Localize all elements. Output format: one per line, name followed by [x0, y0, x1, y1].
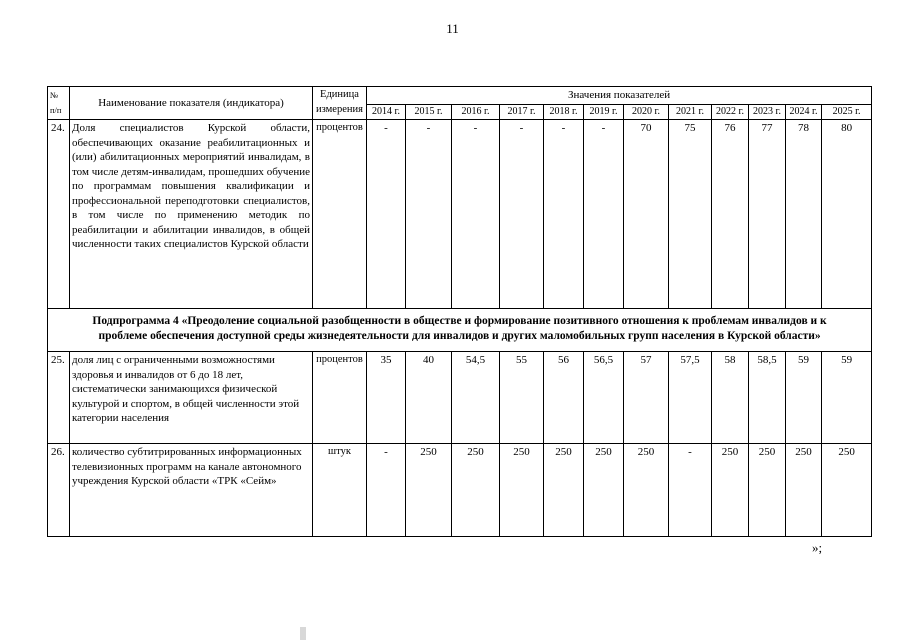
- indicator-name: количество субтитрированных информационных телевизионных программ на канале автономного учреждения Курской области «ТРК «Сейм»: [70, 444, 313, 537]
- indicator-value: 250: [452, 444, 500, 537]
- indicator-value: 40: [406, 352, 452, 444]
- indicator-value: 55: [500, 352, 544, 444]
- header-year-6: 2020 г.: [624, 104, 669, 120]
- row-number: 25.: [48, 352, 70, 444]
- header-row-top: [48, 87, 872, 105]
- indicator-value: 58,5: [749, 352, 786, 444]
- indicator-value: 250: [712, 444, 749, 537]
- indicator-value: -: [544, 120, 584, 309]
- indicator-value: 250: [822, 444, 872, 537]
- table-row: [48, 444, 872, 537]
- indicator-value: 250: [786, 444, 822, 537]
- page-number: 11: [446, 21, 459, 36]
- indicator-name: доля лиц с ограниченными возможностями здоровья и инвалидов от 6 до 18 лет, систематически занимающихся физической культурой и спортом, в общей численности этой категории населения: [70, 352, 313, 444]
- header-year-8: 2022 г.: [712, 104, 749, 120]
- header-year-1: 2015 г.: [406, 104, 452, 120]
- indicator-value: 250: [544, 444, 584, 537]
- indicator-value: 57,5: [669, 352, 712, 444]
- header-values: Значения показателей: [367, 87, 872, 105]
- indicator-value: 56: [544, 352, 584, 444]
- indicators-table: [47, 86, 872, 537]
- indicator-value: -: [452, 120, 500, 309]
- indicator-value: 58: [712, 352, 749, 444]
- table-row: [48, 352, 872, 444]
- header-year-11: 2025 г.: [822, 104, 872, 120]
- row-number: 26.: [48, 444, 70, 537]
- indicator-name: Доля специалистов Курской области, обеспечивающих оказание реабилитационных и (или) абилитационных мероприятий инвалидам, в том числе детям-инвалидам, прошедших обучение по программам повышения квалификации и профессиональной переподготовки специалистов, в том числе по применению методик по реабилитации и абилитации инвалидов, в общей численности таких специалистов Курской области: [70, 120, 313, 309]
- indicator-value: 250: [584, 444, 624, 537]
- indicator-value: -: [584, 120, 624, 309]
- indicator-value: 75: [669, 120, 712, 309]
- header-year-2: 2016 г.: [452, 104, 500, 120]
- indicator-value: -: [367, 120, 406, 309]
- header-indicator-name: Наименование показателя (индикатора): [70, 87, 313, 120]
- indicator-value: 250: [406, 444, 452, 537]
- header-unit: Единица измерения: [313, 87, 367, 120]
- header-year-0: 2014 г.: [367, 104, 406, 120]
- indicator-value: -: [500, 120, 544, 309]
- header-number: № п/п: [48, 87, 70, 120]
- indicator-unit: процентов: [313, 120, 367, 309]
- indicator-value: 250: [749, 444, 786, 537]
- indicator-value: 78: [786, 120, 822, 309]
- header-year-10: 2024 г.: [786, 104, 822, 120]
- indicator-value: 70: [624, 120, 669, 309]
- subprogram-title: Подпрограмма 4 «Преодоление социальной разобщенности в обществе и формирование позитивного отношения к проблемам инвалидов и к проблеме обеспечения доступной среды жизнедеятельности для инвалидов и других маломобильных групп населения в Курской области»: [48, 309, 872, 352]
- table-body-a: [48, 120, 872, 309]
- indicator-value: 57: [624, 352, 669, 444]
- table-body-b: [48, 352, 872, 537]
- header-year-5: 2019 г.: [584, 104, 624, 120]
- row-number: 24.: [48, 120, 70, 309]
- indicator-value: 77: [749, 120, 786, 309]
- subprogram-row: [48, 309, 872, 352]
- indicator-value: 250: [624, 444, 669, 537]
- indicator-unit: процентов: [313, 352, 367, 444]
- indicator-value: 80: [822, 120, 872, 309]
- indicator-value: -: [669, 444, 712, 537]
- indicator-value: 56,5: [584, 352, 624, 444]
- indicator-unit: штук: [313, 444, 367, 537]
- header-year-9: 2023 г.: [749, 104, 786, 120]
- indicator-value: 76: [712, 120, 749, 309]
- indicator-value: -: [367, 444, 406, 537]
- indicator-value: 250: [500, 444, 544, 537]
- scan-artifact: [300, 627, 306, 640]
- indicator-value: -: [406, 120, 452, 309]
- table-row: [48, 120, 872, 309]
- header-year-4: 2018 г.: [544, 104, 584, 120]
- indicator-value: 59: [822, 352, 872, 444]
- indicator-value: 59: [786, 352, 822, 444]
- header-year-3: 2017 г.: [500, 104, 544, 120]
- indicator-value: 35: [367, 352, 406, 444]
- indicator-value: 54,5: [452, 352, 500, 444]
- closing-quote: »;: [812, 540, 823, 555]
- header-year-7: 2021 г.: [669, 104, 712, 120]
